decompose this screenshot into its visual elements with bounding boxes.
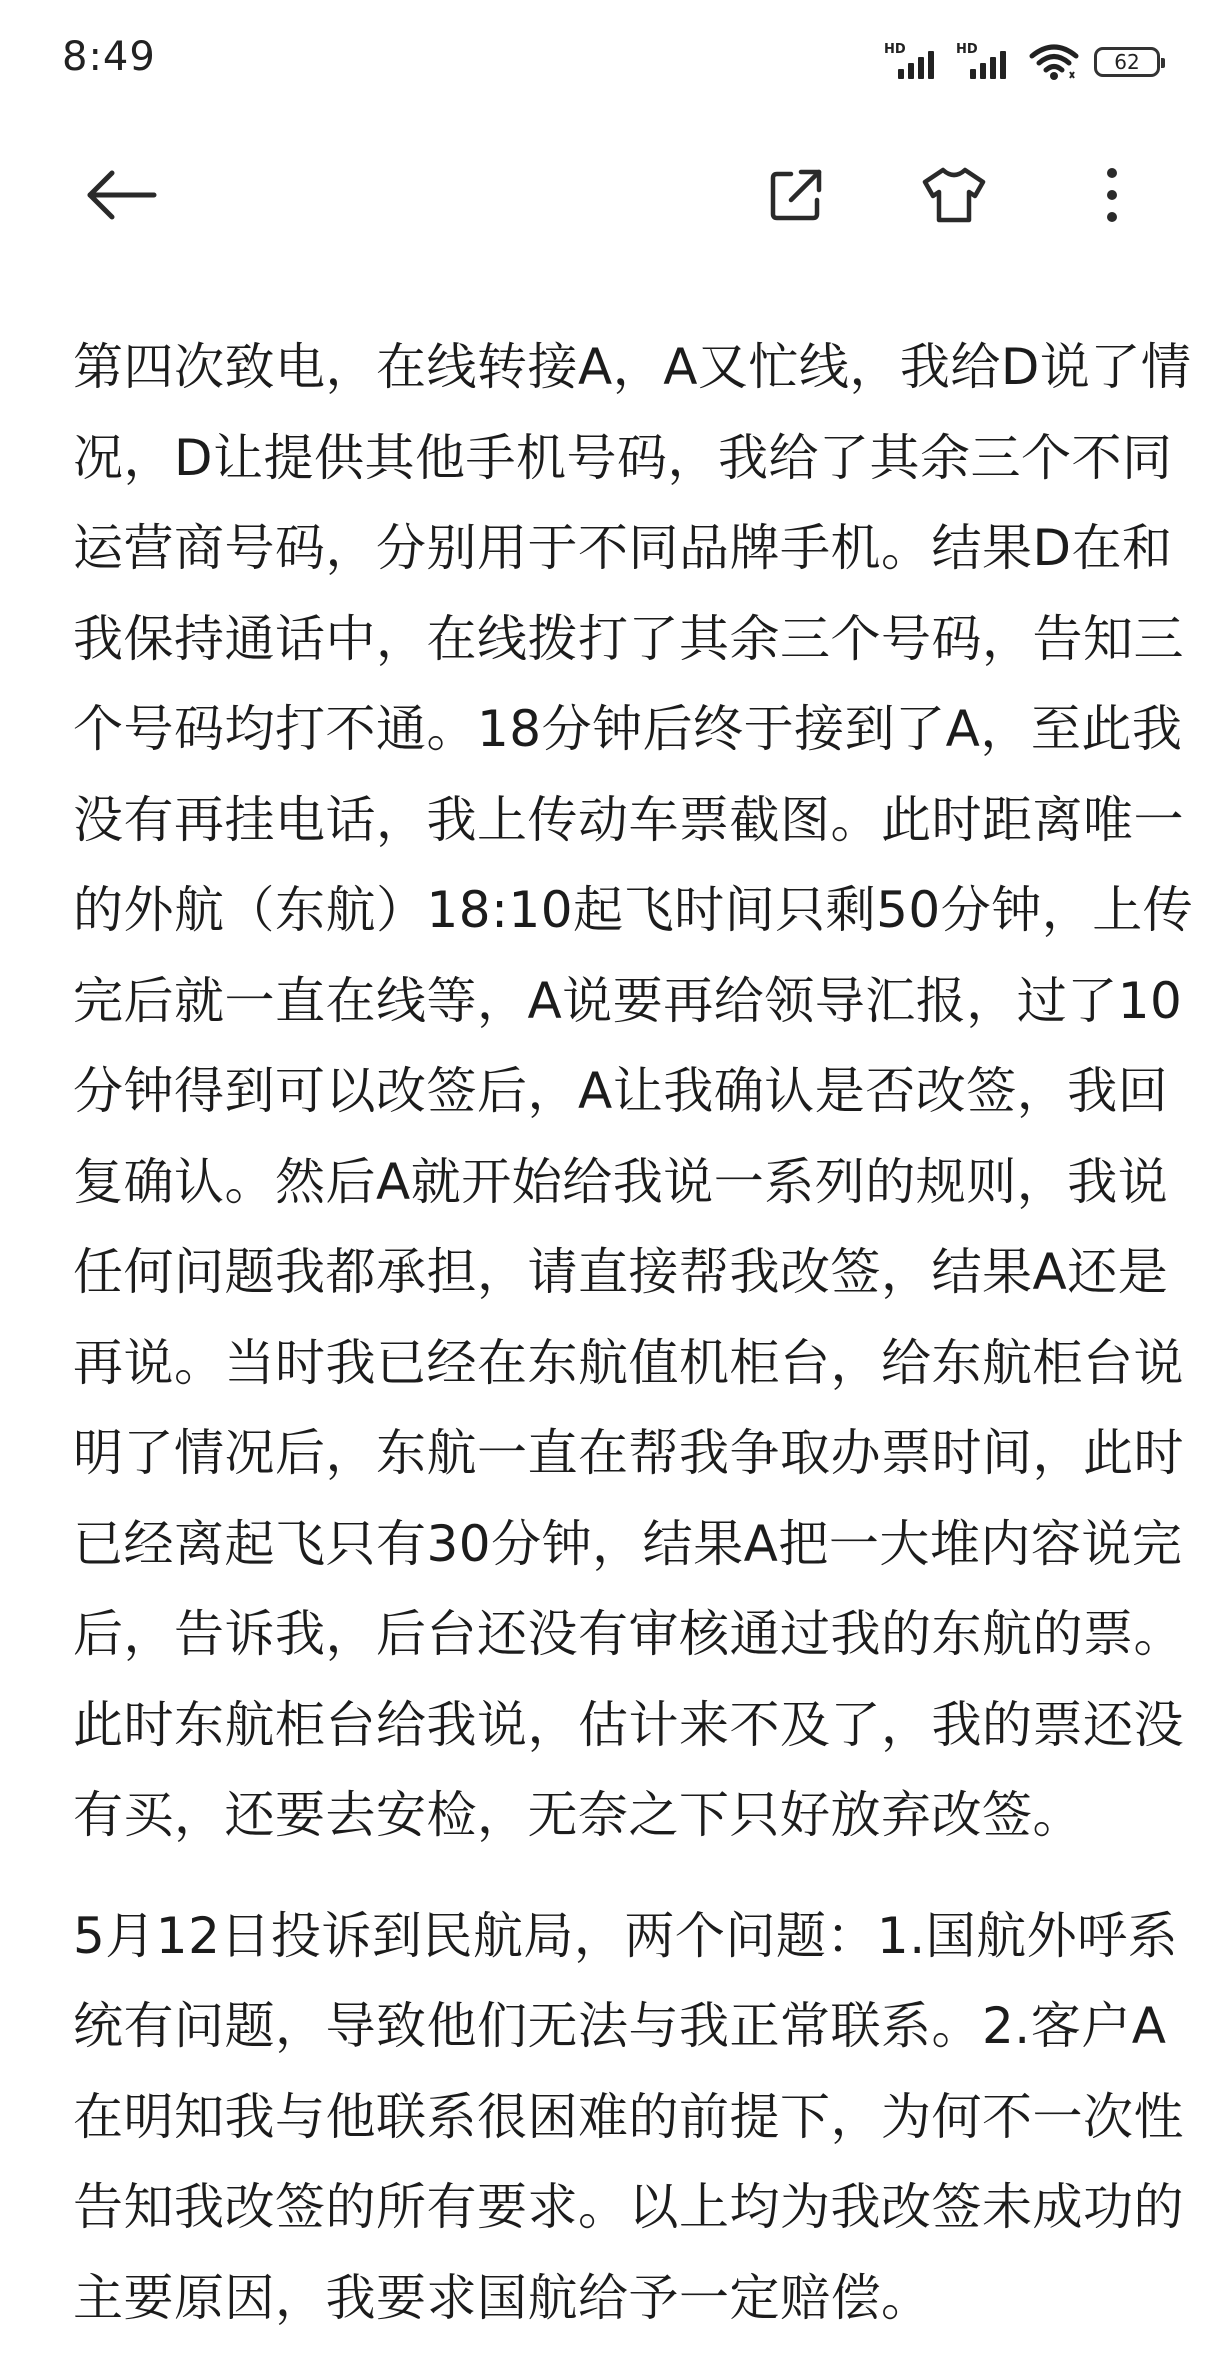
back-arrow-icon [86, 169, 158, 221]
share-external-icon [767, 166, 825, 224]
text-line: 完后就一直在线等，A说要再给领导汇报，过了10 [73, 971, 1183, 1030]
theme-button[interactable] [904, 140, 1004, 250]
shirt-icon [921, 166, 987, 224]
text-line: 的外航（东航）18:10起飞时间只剩50分钟，上传 [73, 881, 1194, 939]
hd-signal-icon [956, 43, 1014, 81]
hd-label: HD [956, 42, 978, 57]
battery-icon [1094, 47, 1160, 77]
text-line: 没有再挂电话，我上传动车票截图。此时距离唯一 [73, 790, 1184, 849]
text-line: 运营商号码，分别用于不同品牌手机。结果D在和 [73, 519, 1173, 577]
text-line: 况，D让提供其他手机号码，我给了其余三个不同 [73, 428, 1173, 487]
article-paragraph [73, 1891, 1184, 2344]
hd-label: HD [884, 42, 906, 57]
text-line: 在明知我与他联系很困难的前提下，为何不一次性 [73, 2087, 1184, 2146]
more-options-button[interactable] [1062, 140, 1162, 250]
battery-level: 62 [1114, 50, 1140, 74]
text-line: 已经离起飞只有30分钟，结果A把一大堆内容说完 [73, 1514, 1183, 1573]
text-line: 后，告诉我，后台还没有审核通过我的东航的票。 [73, 1605, 1184, 1663]
text-line: 再说。当时我已经在东航值机柜台，给东航柜台说 [73, 1333, 1184, 1392]
text-line: 个号码均打不通。18分钟后终于接到了A，至此我 [73, 700, 1183, 758]
article-content [73, 322, 1194, 2343]
wifi-icon [1028, 42, 1080, 82]
status-time: 8:49 [62, 34, 156, 80]
back-button[interactable] [72, 140, 172, 250]
text-line: 分钟得到可以改签后，A让我确认是否改签，我回 [73, 1062, 1169, 1120]
text-line: 复确认。然后A就开始给我说一系列的规则，我说 [73, 1152, 1169, 1211]
text-line: 告知我改签的所有要求。以上均为我改签未成功的 [73, 2178, 1184, 2236]
text-line: 任何问题我都承担，请直接帮我改签，结果A还是 [73, 1243, 1169, 1301]
top-app-bar [0, 140, 1220, 250]
text-line: 我保持通话中，在线拨打了其余三个号码，告知三 [73, 609, 1184, 668]
text-line: 第四次致电，在线转接A，A又忙线，我给D说了情 [73, 338, 1192, 396]
more-vertical-icon [1104, 167, 1120, 223]
status-bar [0, 0, 1220, 120]
text-line: 主要原因，我要求国航给予一定赔偿。 [73, 2268, 932, 2327]
article-paragraph [73, 322, 1194, 1861]
text-line: 有买，还要去安检，无奈之下只好放弃改签。 [73, 1786, 1083, 1844]
share-button[interactable] [746, 140, 846, 250]
text-line: 此时东航柜台给我说，估计来不及了，我的票还没 [73, 1695, 1184, 1754]
text-line: 明了情况后，东航一直在帮我争取办票时间，此时 [73, 1424, 1184, 1482]
hd-signal-icon [884, 43, 942, 81]
status-icons [884, 40, 1160, 84]
text-line: 统有问题，导致他们无法与我正常联系。2.客户A [73, 1997, 1167, 2055]
text-line: 5月12日投诉到民航局，两个问题：1.国航外呼系 [73, 1906, 1179, 1965]
